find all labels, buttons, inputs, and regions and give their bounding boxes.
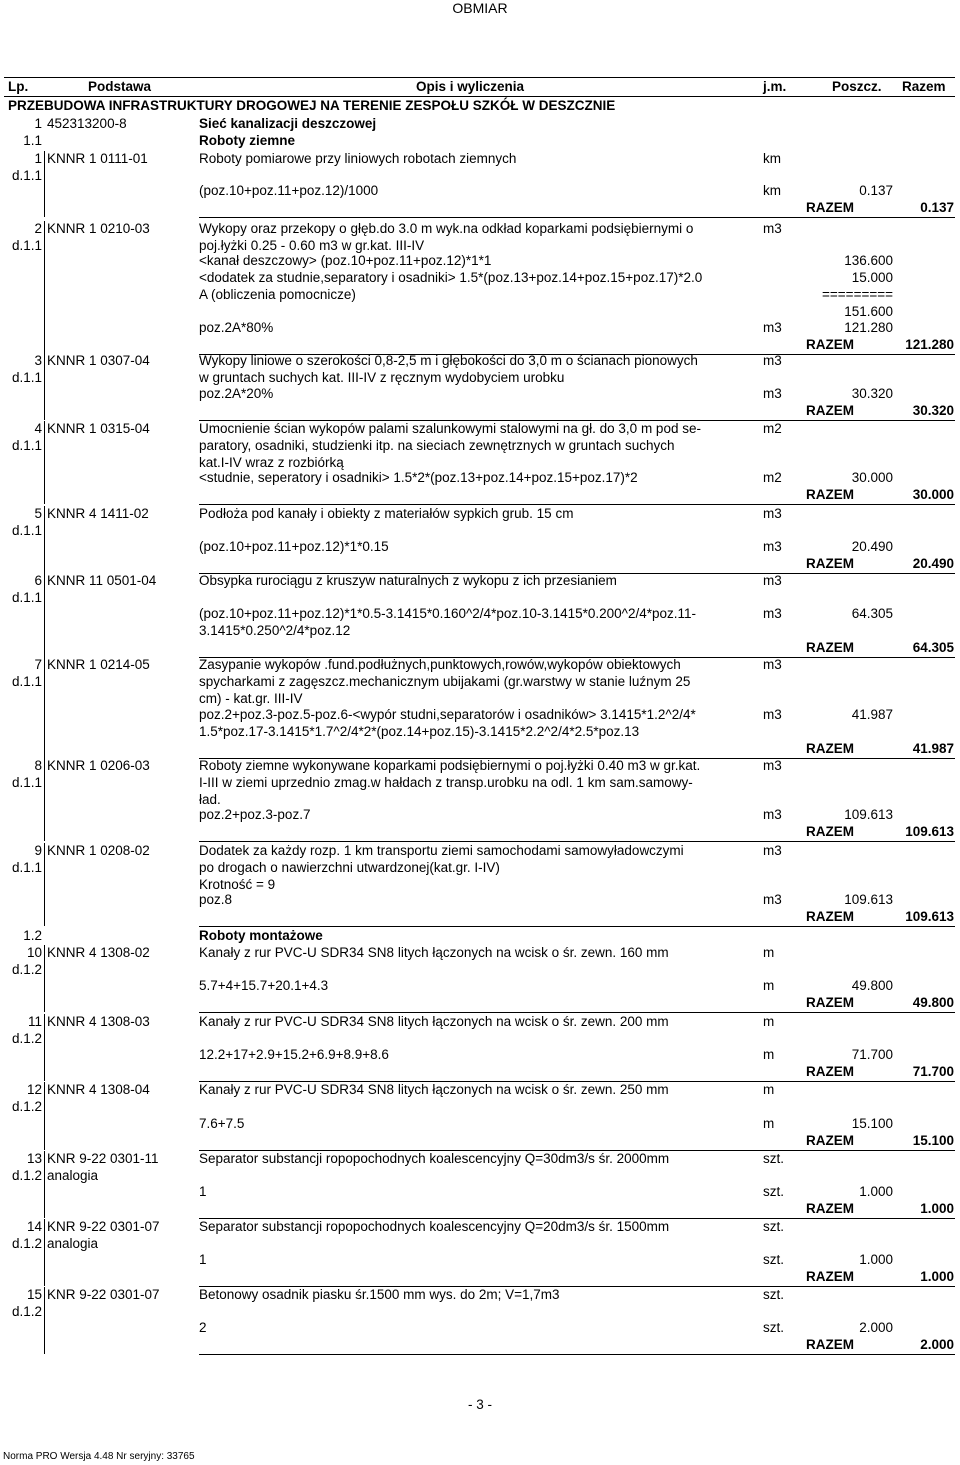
razem-label: RAZEM xyxy=(806,1201,854,1216)
razem-label: RAZEM xyxy=(806,403,854,418)
item-unit: m xyxy=(763,1082,775,1097)
calc-expression: 3.1415*0.250^2/4*poz.12 xyxy=(199,623,351,638)
item-dnum: d.1.1 xyxy=(11,860,42,875)
razem-value: 41.987 xyxy=(912,741,954,756)
item-number: 6 xyxy=(34,573,42,588)
razem-value: 20.490 xyxy=(912,556,954,571)
item-left-rule xyxy=(44,1082,45,1150)
item-separator xyxy=(199,841,955,842)
item-code-extra: analogia xyxy=(47,1236,99,1251)
section-title: Sieć kanalizacji deszczowej xyxy=(199,116,377,131)
item-code: KNR 9-22 0301-07 xyxy=(47,1219,160,1234)
calc-expression: (poz.10+poz.11+poz.12)*1*0.15 xyxy=(199,539,389,554)
razem-label: RAZEM xyxy=(806,824,854,839)
calc-expression: <dodatek za studnie,separatory i osadniki> 1.5*(poz.13+poz.14+poz.15+poz.17)*2.0 xyxy=(199,270,703,285)
item-description: poj.łyżki 0.25 - 0.60 m3 w gr.kat. III-IV xyxy=(199,238,425,253)
razem-value: 71.700 xyxy=(912,1064,954,1079)
razem-label: RAZEM xyxy=(806,1133,854,1148)
item-code-extra: analogia xyxy=(47,1168,99,1183)
item-number: 7 xyxy=(34,657,42,672)
razem-value: 109.613 xyxy=(905,824,954,839)
razem-label: RAZEM xyxy=(806,1064,854,1079)
item-description: Obsypka rurociągu z kruszyw naturalnych z wykopu z ich przesianiem xyxy=(199,573,617,588)
header-podstawa: Podstawa xyxy=(88,79,152,94)
item-unit: m3 xyxy=(763,221,782,236)
calc-unit: m3 xyxy=(763,606,782,621)
item-description: cm) - kat.gr. III-IV xyxy=(199,691,303,706)
item-dnum: d.1.2 xyxy=(11,1304,42,1319)
item-left-rule xyxy=(44,573,45,657)
item-description: w gruntach suchych kat. III-IV z ręcznym wydobyciem urobku xyxy=(199,370,565,385)
razem-label: RAZEM xyxy=(806,487,854,502)
footer-text: Norma PRO Wersja 4.48 Nr seryjny: 33765 xyxy=(3,1451,195,1462)
calc-expression: poz.2+poz.3-poz.5-poz.6-<wypór studni,separatorów i osadników> 3.1415*1.2^2/4* xyxy=(199,707,696,722)
item-code: KNNR 4 1308-02 xyxy=(47,945,150,960)
calc-unit: szt. xyxy=(763,1252,785,1267)
item-unit: m3 xyxy=(763,758,782,773)
calc-expression: 1.5*poz.17-3.1415*1.7^2/4*2*(poz.14+poz.15)-3.1415*2.2^2/4*2.5*poz.13 xyxy=(199,724,640,739)
item-number: 1 xyxy=(34,151,42,166)
calc-unit: m3 xyxy=(763,539,782,554)
razem-value: 1.000 xyxy=(920,1269,954,1284)
calc-value: 136.600 xyxy=(844,253,893,268)
item-left-rule xyxy=(44,843,45,926)
item-dnum: d.1.2 xyxy=(11,1031,42,1046)
item-number: 3 xyxy=(34,353,42,368)
item-separator xyxy=(199,1354,955,1355)
item-dnum: d.1.2 xyxy=(11,1099,42,1114)
item-left-rule xyxy=(44,421,45,504)
calc-unit: km xyxy=(763,183,781,198)
item-code: KNNR 1 0208-02 xyxy=(47,843,150,858)
calc-unit: szt. xyxy=(763,1320,785,1335)
calc-value: 15.000 xyxy=(851,270,893,285)
item-code: KNNR 1 0315-04 xyxy=(47,421,150,436)
calc-unit: m3 xyxy=(763,807,782,822)
item-unit: m3 xyxy=(763,843,782,858)
item-dnum: d.1.1 xyxy=(11,438,42,453)
calc-value: 0.137 xyxy=(859,183,893,198)
item-number: 10 xyxy=(26,945,42,960)
item-unit: m xyxy=(763,945,775,960)
item-dnum: d.1.1 xyxy=(11,523,42,538)
item-number: 12 xyxy=(26,1082,42,1097)
item-code: KNR 9-22 0301-11 xyxy=(47,1151,159,1166)
item-description: kat.I-IV wraz z rozbiórką xyxy=(199,455,344,470)
item-code: KNNR 1 0111-01 xyxy=(47,151,148,166)
item-separator xyxy=(199,1012,955,1013)
razem-value: 49.800 xyxy=(912,995,954,1010)
calc-value: 121.280 xyxy=(844,320,893,335)
razem-value: 2.000 xyxy=(920,1337,954,1352)
calc-expression: 5.7+4+15.7+20.1+4.3 xyxy=(199,978,329,993)
calc-expression: <studnie, seperatory i osadniki> 1.5*2*(poz.13+poz.14+poz.15+poz.17)*2 xyxy=(199,470,638,485)
subsection-title: Roboty montażowe xyxy=(199,928,323,943)
calc-value: 30.320 xyxy=(851,386,893,401)
item-left-rule xyxy=(44,945,45,1012)
item-dnum: d.1.1 xyxy=(11,168,42,183)
calc-value: 71.700 xyxy=(851,1047,893,1062)
calc-expression: A (obliczenia pomocnicze) xyxy=(199,287,356,302)
calc-value: 1.000 xyxy=(859,1184,893,1199)
header-poszcz: Poszcz. xyxy=(832,79,882,94)
project-title: PRZEBUDOWA INFRASTRUKTURY DROGOWEJ NA TERENIE ZESPOŁU SZKÓŁ W DESZCZNIE xyxy=(8,98,616,113)
calc-unit: m3 xyxy=(763,707,782,722)
item-code: KNNR 1 0307-04 xyxy=(47,353,150,368)
item-dnum: d.1.2 xyxy=(11,962,42,977)
item-separator xyxy=(199,504,955,505)
header-razem: Razem xyxy=(902,79,946,94)
item-number: 4 xyxy=(34,421,42,436)
item-description: Dodatek za każdy rozp. 1 km transportu ziemi samochodami samowyładowczymi xyxy=(199,843,684,858)
header-bottom-rule xyxy=(4,96,955,97)
item-number: 9 xyxy=(34,843,42,858)
calc-expression: <kanał deszczowy> (poz.10+poz.11+poz.12)*1*1 xyxy=(199,253,492,268)
item-left-rule xyxy=(44,758,45,841)
item-description: Krotność = 9 xyxy=(199,877,276,892)
item-separator xyxy=(199,926,955,927)
item-code: KNNR 1 0206-03 xyxy=(47,758,150,773)
item-unit: m3 xyxy=(763,506,782,521)
item-code: KNR 9-22 0301-07 xyxy=(47,1287,160,1302)
item-code: KNNR 4 1308-04 xyxy=(47,1082,150,1097)
razem-label: RAZEM xyxy=(806,909,854,924)
item-unit: szt. xyxy=(763,1219,785,1234)
calc-unit: m2 xyxy=(763,470,782,485)
item-dnum: d.1.2 xyxy=(11,1168,42,1183)
header-lp: Lp. xyxy=(8,79,29,94)
subsection-num: 1.2 xyxy=(23,928,42,943)
item-code: KNNR 4 1411-02 xyxy=(47,506,149,521)
razem-value: 30.000 xyxy=(912,487,954,502)
item-left-rule xyxy=(44,657,45,758)
item-description: spycharkami z zagęszcz.mechanicznym ubijakami (gr.warstwy w stanie luźnym 25 xyxy=(199,674,691,689)
item-description: Separator substancji ropopochodnych koalescencyjny Q=20dm3/s śr. 1500mm xyxy=(199,1219,670,1234)
item-description: paratory, osadniki, studzienki itp. na sieciach zewnętrznych w gruntach suchych xyxy=(199,438,675,453)
calc-expression: 12.2+17+2.9+15.2+6.9+8.9+8.6 xyxy=(199,1047,389,1062)
item-description: Kanały z rur PVC-U SDR34 SN8 litych łączonych na wcisk o śr. zewn. 250 mm xyxy=(199,1082,669,1097)
razem-label: RAZEM xyxy=(806,200,854,215)
item-left-rule xyxy=(44,1287,45,1354)
item-number: 15 xyxy=(26,1287,42,1302)
item-number: 8 xyxy=(34,758,42,773)
calc-expression: (poz.10+poz.11+poz.12)*1*0.5-3.1415*0.160^2/4*poz.10-3.1415*0.200^2/4*poz.11- xyxy=(199,606,697,621)
calc-value: 64.305 xyxy=(851,606,893,621)
item-unit: szt. xyxy=(763,1287,785,1302)
page-number: - 3 - xyxy=(467,1397,492,1412)
razem-value: 109.613 xyxy=(905,909,954,924)
item-unit: m2 xyxy=(763,421,782,436)
item-number: 11 xyxy=(27,1014,42,1029)
calc-expression: (poz.10+poz.11+poz.12)/1000 xyxy=(199,183,379,198)
calc-expression: poz.2A*20% xyxy=(199,386,274,401)
calc-unit: m xyxy=(763,1047,775,1062)
item-unit: km xyxy=(763,151,781,166)
item-code: KNNR 1 0210-03 xyxy=(47,221,150,236)
calc-value: 151.600 xyxy=(844,304,893,319)
item-left-rule xyxy=(44,506,45,573)
item-dnum: d.1.1 xyxy=(11,238,42,253)
item-description: Podłoża pod kanały i obiekty z materiałów sypkich grub. 15 cm xyxy=(199,506,574,521)
razem-label: RAZEM xyxy=(806,337,854,352)
item-code: KNNR 4 1308-03 xyxy=(47,1014,150,1029)
calc-expression: 1 xyxy=(199,1252,207,1267)
item-description: Umocnienie ścian wykopów palami szalunkowymi stalowymi na gł. do 3,0 m pod se- xyxy=(199,421,701,436)
calc-unit: m xyxy=(763,978,775,993)
item-unit: m3 xyxy=(763,353,782,368)
calc-value: 41.987 xyxy=(851,707,893,722)
item-unit: m3 xyxy=(763,573,782,588)
page-title: OBMIAR xyxy=(452,0,508,16)
item-left-rule xyxy=(44,1151,45,1218)
item-dnum: d.1.1 xyxy=(11,370,42,385)
item-separator xyxy=(199,217,955,218)
item-description: ład. xyxy=(199,792,221,807)
item-left-rule xyxy=(44,221,45,354)
item-description: Kanały z rur PVC-U SDR34 SN8 litych łączonych na wcisk o śr. zewn. 160 mm xyxy=(199,945,669,960)
calc-value: 109.613 xyxy=(844,892,893,907)
calc-expression: poz.2+poz.3-poz.7 xyxy=(199,807,311,822)
item-dnum: d.1.1 xyxy=(11,590,42,605)
header-top-rule xyxy=(4,77,955,78)
item-left-rule xyxy=(44,353,45,420)
item-number: 5 xyxy=(34,506,42,521)
calc-unit: m3 xyxy=(763,386,782,401)
razem-value: 64.305 xyxy=(912,640,954,655)
item-description: Kanały z rur PVC-U SDR34 SN8 litych łączonych na wcisk o śr. zewn. 200 mm xyxy=(199,1014,669,1029)
item-description: I-III w ziemi uprzednio zmag.w hałdach z transp.urobku na odl. 1 km sam.samowy- xyxy=(199,775,693,790)
razem-value: 15.100 xyxy=(912,1133,954,1148)
item-number: 13 xyxy=(26,1151,42,1166)
item-left-rule xyxy=(44,151,45,217)
calc-expression: 2 xyxy=(199,1320,207,1335)
calc-expression: poz.2A*80% xyxy=(199,320,274,335)
item-dnum: d.1.1 xyxy=(11,674,42,689)
item-unit: szt. xyxy=(763,1151,785,1166)
razem-label: RAZEM xyxy=(806,556,854,571)
header-jm: j.m. xyxy=(763,79,787,94)
calc-unit: szt. xyxy=(763,1184,785,1199)
item-description: Betonowy osadnik piasku śr.1500 mm wys. do 2m; V=1,7m3 xyxy=(199,1287,560,1302)
razem-label: RAZEM xyxy=(806,640,854,655)
razem-value: 121.280 xyxy=(905,337,954,352)
calc-expression: 7.6+7.5 xyxy=(199,1116,245,1131)
calc-expression: poz.8 xyxy=(199,892,233,907)
item-code: KNNR 11 0501-04 xyxy=(47,573,157,588)
calc-value: 15.100 xyxy=(851,1116,893,1131)
razem-value: 1.000 xyxy=(920,1201,954,1216)
calc-unit: m3 xyxy=(763,892,782,907)
item-description: Zasypanie wykopów .fund.podłużnych,punktowych,rowów,wykopów obiektowych xyxy=(199,657,681,672)
item-number: 14 xyxy=(26,1219,42,1234)
item-dnum: d.1.1 xyxy=(11,775,42,790)
razem-label: RAZEM xyxy=(806,995,854,1010)
item-description: Wykopy oraz przekopy o głęb.do 3.0 m wyk.na odkład koparkami podsiębiernymi o xyxy=(199,221,694,236)
calc-expression: 1 xyxy=(199,1184,207,1199)
calc-value: 20.490 xyxy=(851,539,893,554)
subsection-title: Roboty ziemne xyxy=(199,133,296,148)
item-description: Roboty pomiarowe przy liniowych robotach ziemnych xyxy=(199,151,517,166)
item-dnum: d.1.2 xyxy=(11,1236,42,1251)
section-num: 1 xyxy=(34,116,42,131)
calc-value: 1.000 xyxy=(859,1252,893,1267)
item-unit: m xyxy=(763,1014,775,1029)
item-description: Separator substancji ropopochodnych koalescencyjny Q=30dm3/s śr. 2000mm xyxy=(199,1151,670,1166)
item-number: 2 xyxy=(34,221,42,236)
section-code: 452313200-8 xyxy=(47,116,127,131)
razem-label: RAZEM xyxy=(806,741,854,756)
calc-unit: m3 xyxy=(763,320,782,335)
razem-label: RAZEM xyxy=(806,1337,854,1352)
calc-value: ========= xyxy=(822,287,893,302)
header-opis: Opis i wyliczenia xyxy=(416,79,525,94)
razem-label: RAZEM xyxy=(806,1269,854,1284)
calc-unit: m xyxy=(763,1116,775,1131)
item-description: Wykopy liniowe o szerokości 0,8-2,5 m i głębokości do 3,0 m o ścianach pionowych xyxy=(199,353,698,368)
item-left-rule xyxy=(44,1014,45,1081)
calc-value: 30.000 xyxy=(851,470,893,485)
razem-value: 30.320 xyxy=(912,403,954,418)
item-description: Roboty ziemne wykonywane koparkami podsiębiernymi o poj.łyżki 0.40 m3 w gr.kat. xyxy=(199,758,701,773)
item-description: po drogach o nawierzchni utwardzonej(kat.gr. I-IV) xyxy=(199,860,500,875)
calc-value: 49.800 xyxy=(851,978,893,993)
item-code: KNNR 1 0214-05 xyxy=(47,657,150,672)
subsection-num: 1.1 xyxy=(23,133,42,148)
calc-value: 109.613 xyxy=(844,807,893,822)
item-unit: m3 xyxy=(763,657,782,672)
razem-value: 0.137 xyxy=(920,200,954,215)
item-left-rule xyxy=(44,1219,45,1286)
calc-value: 2.000 xyxy=(859,1320,893,1335)
